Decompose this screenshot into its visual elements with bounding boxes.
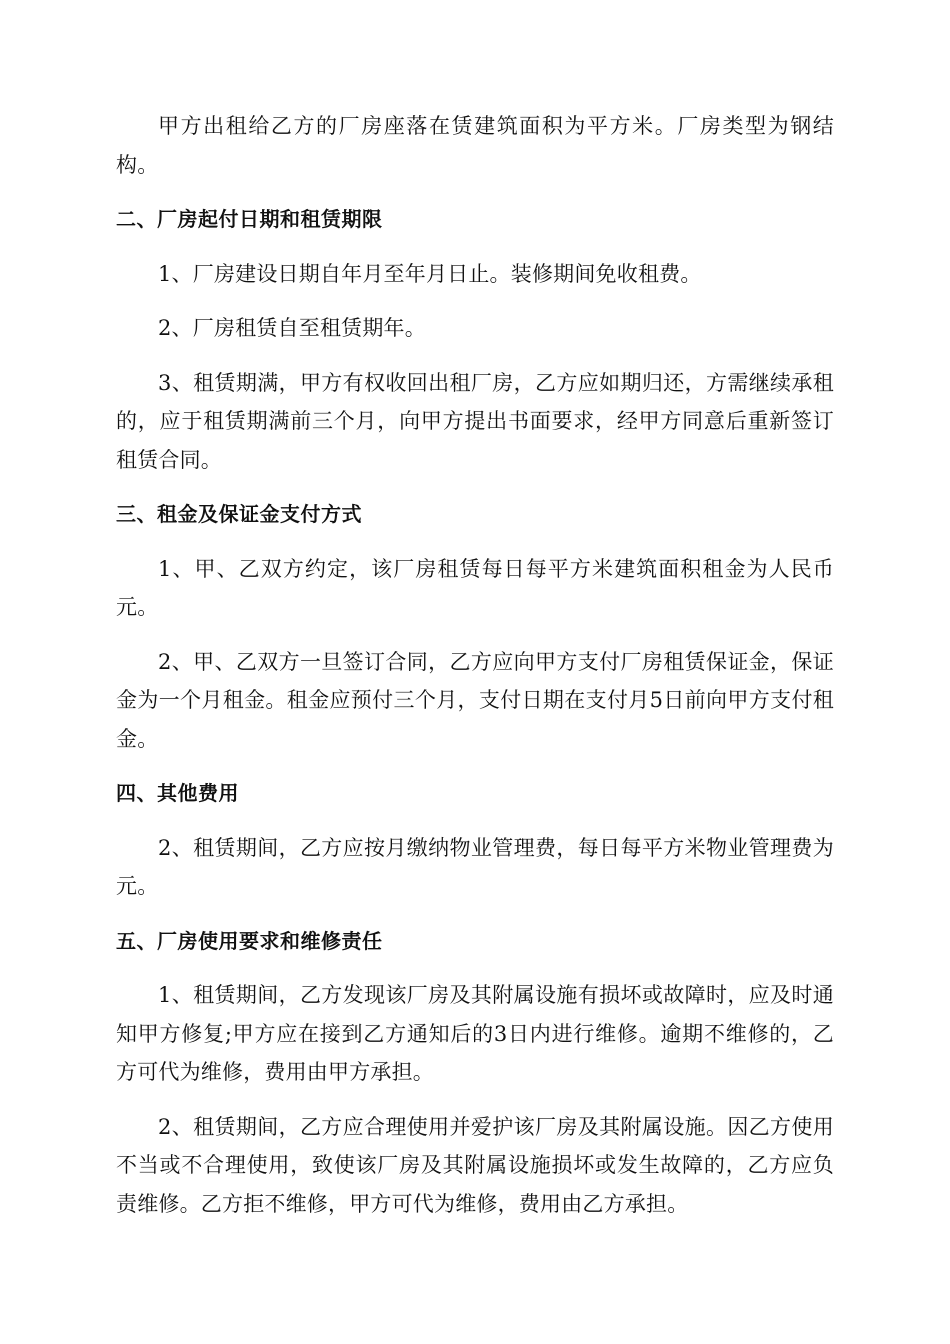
section-heading-4: 四、其他费用 <box>116 781 239 805</box>
paragraph-intro: 甲方出租给乙方的厂房座落在赁建筑面积为平方米。厂房类型为钢结构。 <box>116 114 834 177</box>
section-heading-3: 三、租金及保证金支付方式 <box>116 502 362 526</box>
paragraph-5-2: 2、租赁期间，乙方应合理使用并爱护该厂房及其附属设施。因乙方使用不当或不合理使用，致使该厂房及其附属设施损坏或发生故障的，乙方应负责维修。乙方拒不维修，甲方可代为维修，费用由乙方承担。 <box>116 1114 834 1216</box>
section-heading-2: 二、厂房起付日期和租赁期限 <box>116 207 383 231</box>
document-body <box>116 107 834 1239</box>
paragraph-5-1: 1、租赁期间，乙方发现该厂房及其附属设施有损坏或故障时，应及时通知甲方修复;甲方应在接到乙方通知后的3日内进行维修。逾期不维修的，乙方可代为维修，费用由甲方承担。 <box>116 983 834 1084</box>
paragraph-3-1: 1、甲、乙双方约定，该厂房租赁每日每平方米建筑面积租金为人民币元。 <box>116 556 834 619</box>
paragraph-4-1: 2、租赁期间，乙方应按月缴纳物业管理费，每日每平方米物业管理费为元。 <box>116 835 834 898</box>
paragraph-2-3: 3、租赁期满，甲方有权收回出租厂房，乙方应如期归还，方需继续承租的，应于租赁期满前三个月，向甲方提出书面要求，经甲方同意后重新签订租赁合同。 <box>116 370 834 472</box>
paragraph-2-1: 1、厂房建设日期自年月至年月日止。装修期间免收租费。 <box>158 261 702 286</box>
paragraph-2-2: 2、厂房租赁自至租赁期年。 <box>158 316 426 340</box>
section-heading-5: 五、厂房使用要求和维修责任 <box>116 928 383 953</box>
paragraph-3-2: 2、甲、乙双方一旦签订合同，乙方应向甲方支付厂房租赁保证金，保证金为一个月租金。租金应预付三个月，支付日期在支付月5日前向甲方支付租金。 <box>116 649 834 751</box>
